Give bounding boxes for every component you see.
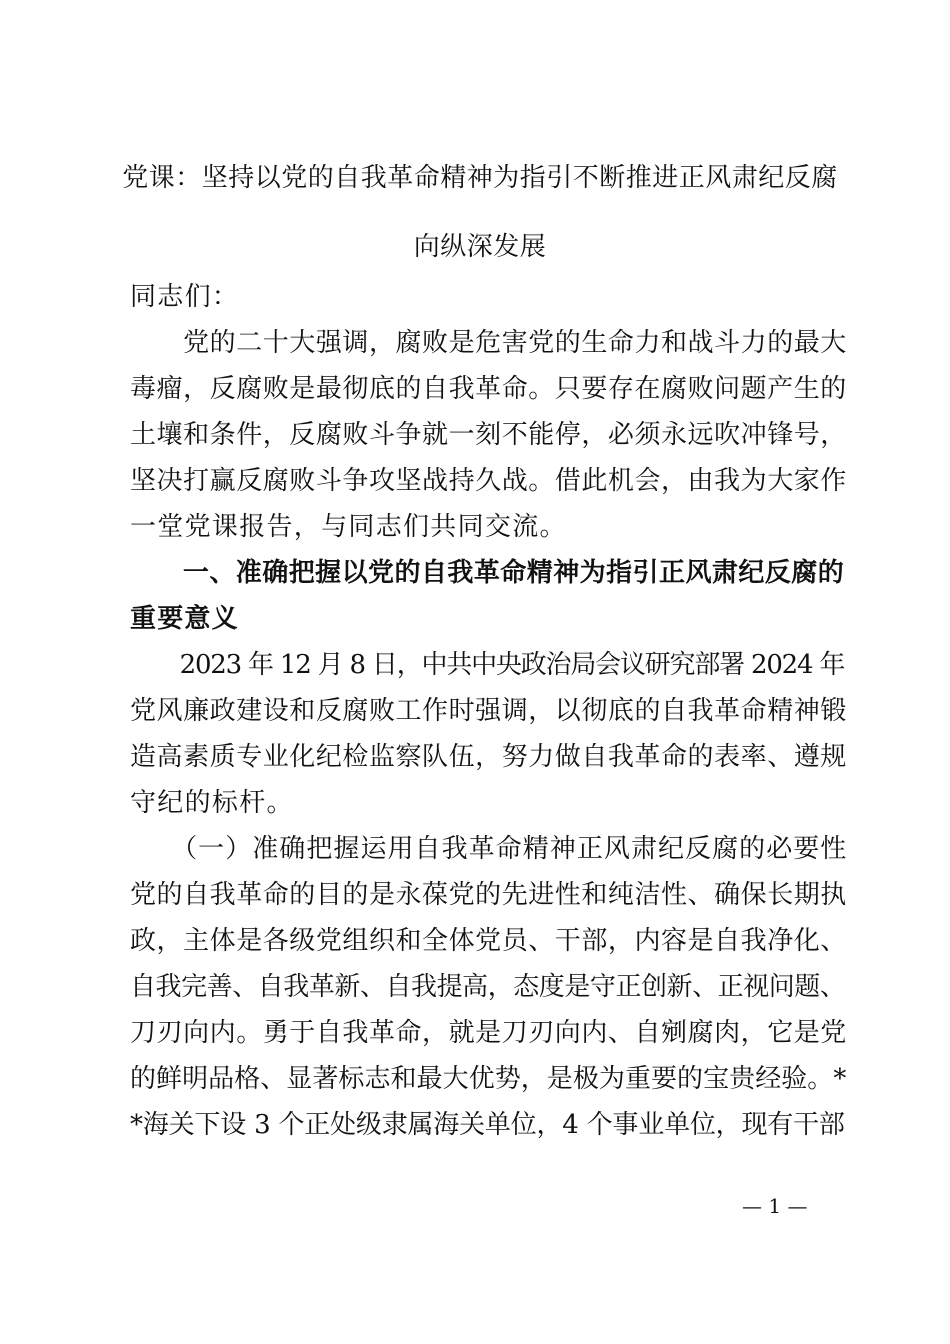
intro-line: 毒瘤，反腐败是最彻底的自我革命。只要存在腐败问题产生的: [130, 374, 847, 404]
paragraph-line: 守纪的标杆。: [130, 788, 294, 818]
paragraph-line: 党的自我革命的目的是永葆党的先进性和纯洁性、确保长期执: [130, 880, 847, 910]
paragraph-line: *海关下设 3 个正处级隶属海关单位，4 个事业单位，现有干部: [130, 1110, 845, 1140]
intro-line: 坚决打赢反腐败斗争攻坚战持久战。借此机会，由我为大家作: [130, 466, 847, 496]
document-title-line2: 向纵深发展: [413, 232, 547, 262]
greeting: 同志们：: [130, 282, 240, 312]
subsection-heading: （一）准确把握运用自我革命精神正风肃纪反腐的必要性: [130, 834, 848, 864]
paragraph-line: 刀刃向内。勇于自我革命，就是刀刃向内、自剜腐肉，它是党: [130, 1018, 847, 1048]
intro-line: 土壤和条件，反腐败斗争就一刻不能停，必须永远吹冲锋号，: [130, 420, 847, 450]
intro-line: 一堂党课报告，与同志们共同交流。: [130, 512, 567, 542]
page-number: — 1 —: [742, 1194, 808, 1218]
document-title-line1: 党课：坚持以党的自我革命精神为指引不断推进正风肃纪反腐: [122, 163, 838, 193]
paragraph-line: 的鲜明品格、显著标志和最大优势，是极为重要的宝贵经验。*: [130, 1064, 847, 1094]
paragraph-line: 造高素质专业化纪检监察队伍，努力做自我革命的表率、遵规: [130, 742, 847, 772]
paragraph-line: 党风廉政建设和反腐败工作时强调，以彻底的自我革命精神锻: [130, 696, 847, 726]
intro-line: 党的二十大强调，腐败是危害党的生命力和战斗力的最大: [130, 328, 847, 358]
paragraph-line: 政，主体是各级党组织和全体党员、干部，内容是自我净化、: [130, 926, 847, 956]
section-heading-line: 重要意义: [130, 604, 239, 634]
section-heading-line: 一、准确把握以党的自我革命精神为指引正风肃纪反腐的: [130, 558, 845, 588]
paragraph-line: 自我完善、自我革新、自我提高，态度是守正创新、正视问题、: [130, 972, 846, 1002]
paragraph-line: 2023 年 12 月 8 日，中共中央政治局会议研究部署 2024 年: [130, 650, 845, 680]
